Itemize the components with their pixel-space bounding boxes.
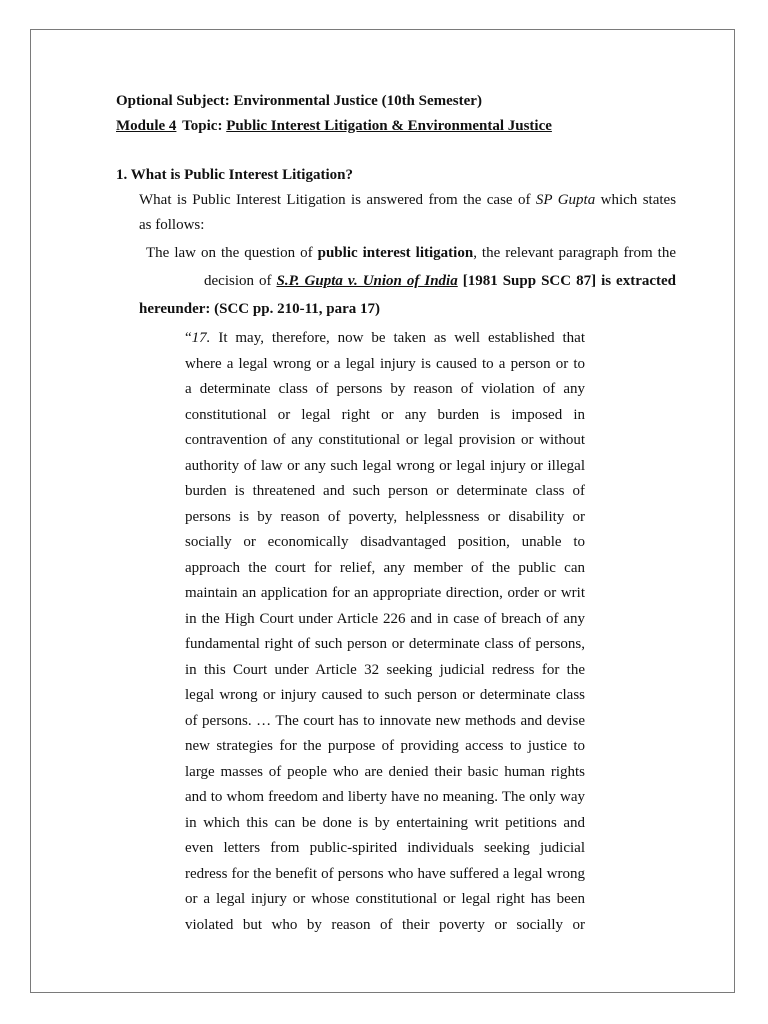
intro-line-1: [139, 191, 676, 209]
law-prefix: The law on the question of: [146, 245, 313, 261]
decision-citation: [1981 Supp SCC 87] is extracted: [462, 273, 677, 289]
quote-line: a determinate class of persons by reason of violation of any: [185, 381, 585, 397]
law-suffix: , the relevant paragraph from the: [473, 245, 677, 261]
module-label: Module 4: [116, 118, 177, 134]
quote-para-number: 17.: [191, 330, 211, 346]
document-page: [30, 29, 735, 993]
quote-line: constitutional or legal right or any burden is imposed in: [185, 406, 585, 423]
quote-line: contravention of any constitutional or legal provision or without: [185, 432, 585, 448]
decision-prefix: decision of: [204, 273, 272, 289]
quoted-paragraph: [185, 326, 585, 938]
quote-line: socially or economically disadvantaged position, unable to: [185, 534, 585, 550]
decision-line: [204, 272, 676, 290]
quote-line: and to whom freedom and liberty have no meaning. The only way: [185, 789, 585, 805]
quote-line: violated but who by reason of their poverty or socially or: [185, 916, 585, 933]
quote-line: even letters from public-spirited individuals seeking judicial: [185, 840, 585, 856]
quote-line: or a legal injury or whose constitutional or legal right has been: [185, 891, 585, 907]
quote-line: redress for the benefit of persons who have suffered a legal wrong: [185, 865, 585, 882]
law-bold-term: public interest litigation: [317, 245, 474, 261]
quote-line: in the High Court under Article 226 and in case of breach of any: [185, 610, 585, 627]
quote-line: persons is by reason of poverty, helplessness or disability or: [185, 508, 585, 525]
law-line: [146, 244, 676, 262]
quote-line: large masses of people who are denied their basic human rights: [185, 763, 585, 780]
intro-line-2: as follows:: [139, 217, 205, 233]
quote-line: in this Court under Article 32 seeking judicial redress for the: [185, 661, 585, 678]
quote-line: maintain an application for an appropriate direction, order or writ: [185, 585, 585, 601]
quote-line: burden is threatened and such person or determinate class of: [185, 483, 585, 499]
topic-title: Public Interest Litigation & Environmental Justice: [226, 118, 552, 134]
section-heading: 1. What is Public Interest Litigation?: [116, 167, 353, 183]
quote-open-mark: “: [185, 330, 192, 346]
decision-case-name: S.P. Gupta v. Union of India: [276, 273, 458, 289]
module-topic-heading: [116, 117, 552, 135]
quote-line: in which this can be done is by entertaining writ petitions and: [185, 814, 585, 831]
intro-suffix: which states: [600, 192, 677, 208]
quote-line: [185, 326, 585, 352]
topic-label: Topic:: [182, 118, 223, 134]
quote-line: where a legal wrong or a legal injury is caused to a person or to: [185, 355, 585, 372]
quote-line: approach the court for relief, any member of the public can: [185, 559, 585, 576]
quote-line: new strategies for the purpose of providing access to justice to: [185, 738, 585, 754]
subject-heading: Optional Subject: Environmental Justice (10th Semester): [116, 93, 482, 109]
intro-prefix: What is Public Interest Litigation is answered from the case of: [139, 192, 531, 208]
hereunder-line: hereunder: (SCC pp. 210-11, para 17): [139, 301, 380, 317]
quote-line: of persons. … The court has to innovate new methods and devise: [185, 712, 585, 729]
quote-line: fundamental right of such person or determinate class of persons,: [185, 636, 585, 652]
intro-case-name: SP Gupta: [535, 192, 596, 208]
quote-first-line-text: It may, therefore, now be taken as well established that: [218, 330, 586, 346]
quote-line: legal wrong or injury caused to such person or determinate class: [185, 687, 585, 703]
quote-line: authority of law or any such legal wrong or legal injury or illegal: [185, 457, 585, 474]
